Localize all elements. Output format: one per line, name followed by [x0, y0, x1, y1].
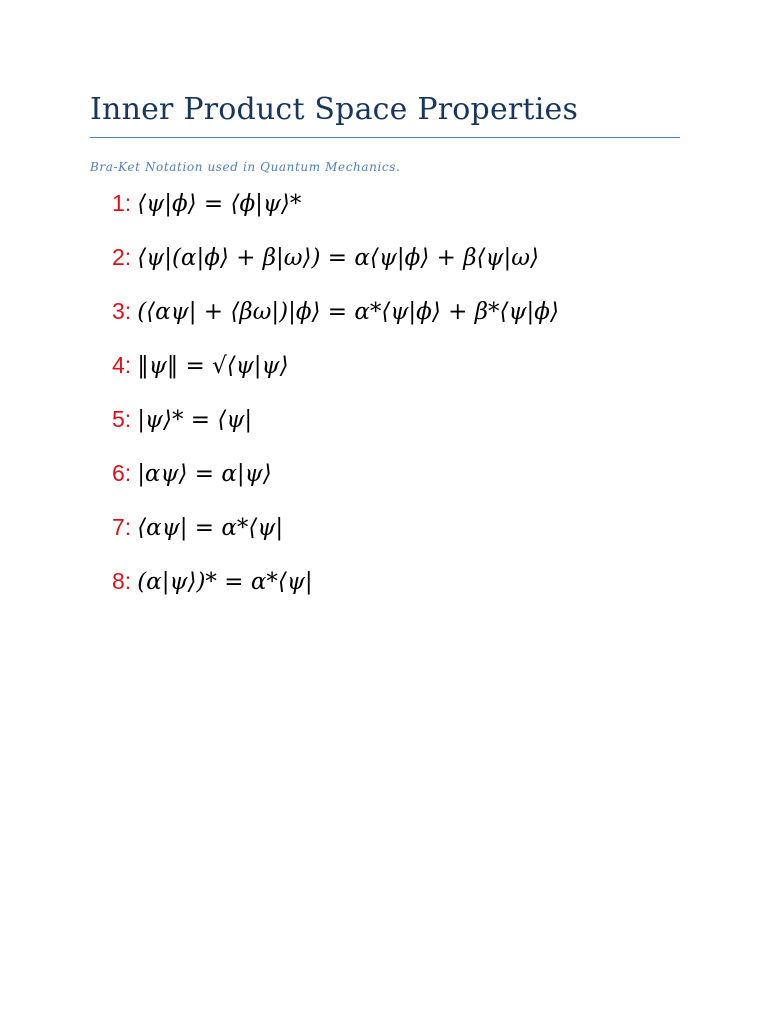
properties-list: [112, 190, 559, 622]
property-item-1: [112, 190, 559, 244]
property-number: 3:: [112, 298, 132, 324]
property-item-7: [112, 514, 559, 568]
property-formula: |αψ⟩ = α|ψ⟩: [137, 461, 272, 487]
property-number: 6:: [112, 460, 132, 486]
property-formula: ⟨αψ| = α*⟨ψ|: [137, 515, 284, 541]
property-number: 7:: [112, 514, 132, 540]
property-item-3: [112, 298, 559, 352]
property-item-4: [112, 352, 559, 406]
property-formula: |ψ⟩* = ⟨ψ|: [137, 407, 253, 433]
property-number: 1:: [112, 190, 132, 216]
property-formula: ‖ψ‖ = √⟨ψ|ψ⟩: [137, 353, 289, 379]
property-formula: ⟨ψ|ϕ⟩ = ⟨ϕ|ψ⟩*: [137, 191, 302, 217]
property-number: 2:: [112, 244, 132, 270]
title-underline: [90, 137, 680, 138]
property-number: 5:: [112, 406, 132, 432]
property-item-2: [112, 244, 559, 298]
property-item-8: [112, 568, 559, 622]
page-title: Inner Product Space Properties: [90, 92, 579, 127]
property-number: 4:: [112, 352, 132, 378]
property-formula: ⟨ψ|(α|ϕ⟩ + β|ω⟩) = α⟨ψ|ϕ⟩ + β⟨ψ|ω⟩: [137, 245, 540, 271]
property-item-5: [112, 406, 559, 460]
property-formula: (α|ψ⟩)* = α*⟨ψ|: [137, 569, 313, 595]
property-number: 8:: [112, 568, 132, 594]
property-item-6: [112, 460, 559, 514]
property-formula: (⟨αψ| + ⟨βω|)|ϕ⟩ = α*⟨ψ|ϕ⟩ + β*⟨ψ|ϕ⟩: [137, 299, 559, 325]
page-subtitle: Bra-Ket Notation used in Quantum Mechanics.: [90, 160, 401, 174]
